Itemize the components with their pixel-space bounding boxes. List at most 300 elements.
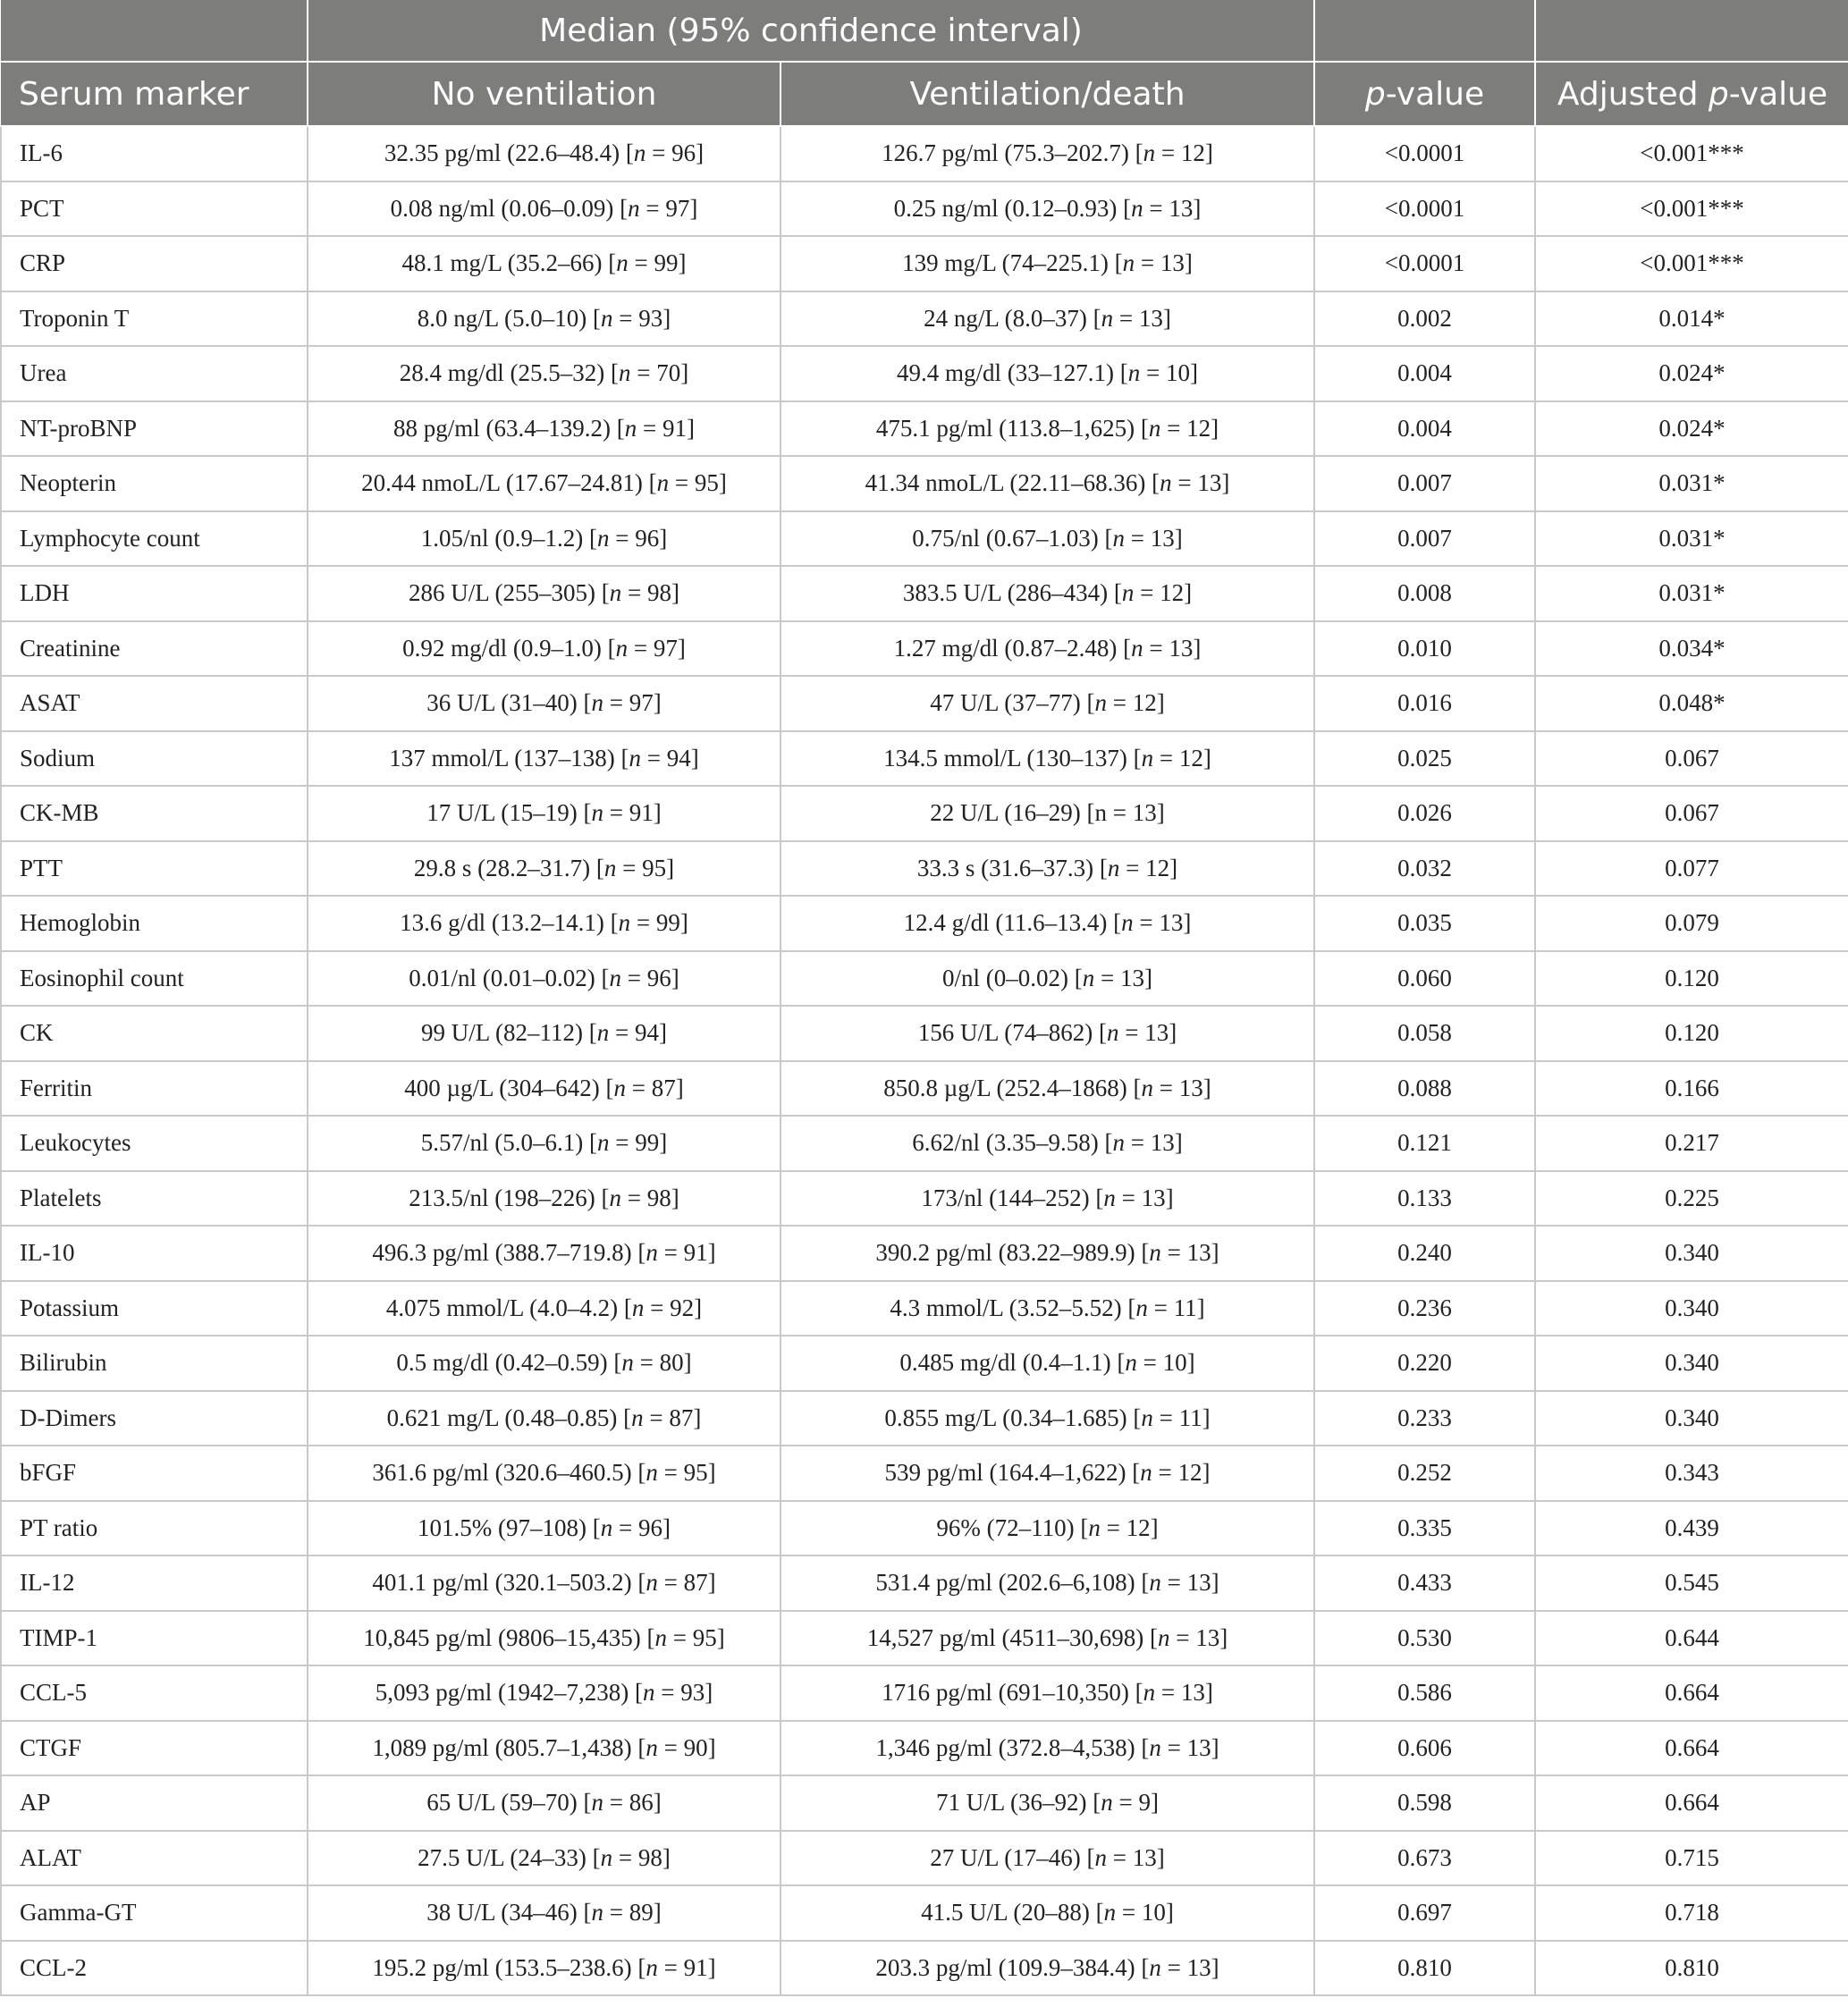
- header-empty-cell: [1314, 0, 1535, 62]
- cell-p-value: 0.004: [1314, 401, 1535, 457]
- cell-no-ventilation: [308, 1941, 781, 1996]
- cell-no-ventilation: [308, 1721, 781, 1776]
- cell-ventilation-death: [781, 1226, 1314, 1281]
- cell-text: 88 pg/ml (63.4–139.2) [: [393, 414, 625, 442]
- n-italic: n: [1158, 1623, 1170, 1651]
- cell-count: = 12]: [1158, 1459, 1211, 1487]
- n-italic: n: [1107, 1019, 1119, 1047]
- cell-adjusted-p-value: 0.120: [1535, 1006, 1848, 1061]
- table-row: [1, 1006, 1848, 1061]
- n-italic: n: [631, 1404, 644, 1431]
- cell-text: 48.1 mg/L (35.2–66) [: [401, 249, 617, 277]
- n-italic: n: [628, 194, 640, 222]
- n-italic: n: [1131, 194, 1143, 222]
- table-row: [1, 1171, 1848, 1227]
- cell-count: = 87]: [663, 1569, 716, 1597]
- adj-rest: -value: [1728, 75, 1828, 113]
- n-italic: n: [591, 799, 603, 827]
- cell-no-ventilation: [308, 1061, 781, 1117]
- cell-text: 5.57/nl (5.0–6.1) [: [420, 1129, 597, 1157]
- cell-serum-marker: Troponin T: [1, 291, 308, 347]
- cell-text: 139 mg/L (74–225.1) [: [902, 249, 1123, 277]
- n-italic: n: [646, 1239, 658, 1267]
- cell-text: 4.075 mmol/L (4.0–4.2) [: [385, 1294, 632, 1321]
- cell-text: 6.62/nl (3.35–9.58) [: [912, 1129, 1113, 1157]
- cell-adjusted-p-value: 0.024*: [1535, 401, 1848, 457]
- cell-p-value: 0.010: [1314, 621, 1535, 677]
- n-italic: n: [1103, 1184, 1116, 1211]
- cell-text: 36 U/L (31–40) [: [426, 689, 592, 717]
- cell-text: 539 pg/ml (164.4–1,622) [: [884, 1459, 1141, 1487]
- cell-count: = 13]: [1160, 1679, 1213, 1707]
- table-row: [1, 896, 1848, 951]
- cell-p-value: 0.220: [1314, 1336, 1535, 1391]
- cell-text: 137 mmol/L (137–138) [: [389, 744, 629, 771]
- cell-p-value: 0.240: [1314, 1226, 1535, 1281]
- cell-serum-marker: Ferritin: [1, 1061, 308, 1117]
- cell-serum-marker: Gamma-GT: [1, 1885, 308, 1941]
- table-row: [1, 951, 1848, 1007]
- n-italic: n: [1149, 1733, 1161, 1761]
- table-row: [1, 1116, 1848, 1171]
- cell-text: 390.2 pg/ml (83.22–989.9) [: [875, 1239, 1150, 1267]
- n-italic: n: [600, 1513, 613, 1541]
- n-italic: n: [1088, 1513, 1101, 1541]
- cell-p-value: 0.530: [1314, 1611, 1535, 1666]
- cell-count: = 95]: [672, 1623, 725, 1651]
- cell-count: = 93]: [661, 1679, 713, 1707]
- cell-count: = 11]: [1153, 1294, 1205, 1321]
- cell-no-ventilation: [308, 786, 781, 841]
- cell-no-ventilation: [308, 1336, 781, 1391]
- cell-count: = 96]: [615, 524, 668, 552]
- cell-serum-marker: Platelets: [1, 1171, 308, 1227]
- cell-text: 33.3 s (31.6–37.3) [: [916, 854, 1108, 881]
- cell-count: = 97]: [633, 634, 686, 662]
- header-empty-cell: [1, 0, 308, 62]
- cell-no-ventilation: [308, 291, 781, 347]
- table-row: [1, 1226, 1848, 1281]
- cell-text: 32.35 pg/ml (22.6–48.4) [: [384, 139, 634, 167]
- n-italic: n: [1121, 579, 1135, 607]
- n-italic: n: [633, 139, 646, 167]
- cell-ventilation-death: [781, 1885, 1314, 1941]
- cell-p-value: 0.032: [1314, 841, 1535, 897]
- cell-count: = 13]: [1149, 194, 1202, 222]
- cell-count: = 10]: [1143, 1349, 1195, 1377]
- cell-text: 1,089 pg/ml (805.7–1,438) [: [372, 1733, 646, 1761]
- cell-p-value: 0.606: [1314, 1721, 1535, 1776]
- p-rest: -value: [1385, 75, 1485, 113]
- cell-text: 0.855 mg/L (0.34–1.685) [: [884, 1404, 1142, 1431]
- cell-ventilation-death: [781, 1446, 1314, 1501]
- cell-text: 27.5 U/L (24–33) [: [418, 1843, 601, 1871]
- cell-p-value: 0.035: [1314, 896, 1535, 951]
- table-row: [1, 456, 1848, 511]
- table-row: [1, 346, 1848, 401]
- cell-p-value: <0.0001: [1314, 181, 1535, 237]
- cell-adjusted-p-value: 0.545: [1535, 1556, 1848, 1611]
- cell-p-value: 0.002: [1314, 291, 1535, 347]
- cell-ventilation-death: [781, 676, 1314, 731]
- cell-count: = 13]: [1112, 1843, 1165, 1871]
- cell-text: 213.5/nl (198–226) [: [409, 1184, 610, 1211]
- cell-count: = 90]: [663, 1733, 716, 1761]
- n-italic: n: [1135, 1294, 1148, 1321]
- cell-serum-marker: NT-proBNP: [1, 401, 308, 457]
- cell-no-ventilation: [308, 1775, 781, 1831]
- n-italic: n: [613, 1074, 627, 1101]
- cell-p-value: 0.058: [1314, 1006, 1535, 1061]
- table-row: [1, 1061, 1848, 1117]
- cell-adjusted-p-value: 0.079: [1535, 896, 1848, 951]
- cell-text: 496.3 pg/ml (388.7–719.8) [: [372, 1239, 646, 1267]
- cell-ventilation-death: [781, 401, 1314, 457]
- cell-ventilation-death: [781, 1171, 1314, 1227]
- n-italic: n: [596, 1019, 610, 1047]
- table-row: [1, 841, 1848, 897]
- cell-count: = 13]: [1177, 469, 1230, 497]
- cell-text: 41.5 U/L (20–88) [: [921, 1899, 1104, 1926]
- cell-no-ventilation: [308, 401, 781, 457]
- cell-adjusted-p-value: 0.120: [1535, 951, 1848, 1007]
- n-italic: n: [1107, 854, 1120, 881]
- cell-serum-marker: Sodium: [1, 731, 308, 787]
- n-italic: n: [1101, 1789, 1113, 1817]
- cell-count: = 13]: [1159, 1074, 1211, 1101]
- cell-text: 203.3 pg/ml (109.9–384.4) [: [875, 1953, 1150, 1981]
- cell-count: = 91]: [643, 414, 695, 442]
- table-row: [1, 1501, 1848, 1556]
- cell-text: 99 U/L (82–112) [: [421, 1019, 597, 1047]
- cell-count: = 91]: [663, 1953, 716, 1981]
- cell-count: = 13]: [1140, 249, 1193, 277]
- cell-ventilation-death: [781, 1941, 1314, 1996]
- cell-p-value: 0.252: [1314, 1446, 1535, 1501]
- cell-ventilation-death: [781, 566, 1314, 621]
- table-row: [1, 621, 1848, 677]
- cell-p-value: 0.004: [1314, 346, 1535, 401]
- n-italic: n: [600, 1843, 613, 1871]
- header-row-group: [1, 0, 1848, 62]
- cell-no-ventilation: [308, 621, 781, 677]
- cell-ventilation-death: [781, 786, 1314, 841]
- n-italic: n: [1131, 634, 1143, 662]
- cell-count: = 13]: [1118, 304, 1171, 332]
- cell-count: = 99]: [615, 1129, 668, 1157]
- cell-count: = 95]: [663, 1459, 716, 1487]
- table-row: [1, 291, 1848, 347]
- cell-p-value: 0.233: [1314, 1391, 1535, 1446]
- cell-text: 8.0 ng/L (5.0–10) [: [417, 304, 601, 332]
- cell-adjusted-p-value: 0.031*: [1535, 511, 1848, 567]
- n-italic: n: [1160, 469, 1172, 497]
- cell-text: 0.01/nl (0.01–0.02) [: [409, 964, 610, 991]
- cell-text: 71 U/L (36–92) [: [936, 1789, 1101, 1817]
- cell-serum-marker: Lymphocyte count: [1, 511, 308, 567]
- cell-serum-marker: ASAT: [1, 676, 308, 731]
- cell-serum-marker: Hemoglobin: [1, 896, 308, 951]
- n-italic: n: [1112, 524, 1126, 552]
- cell-no-ventilation: [308, 236, 781, 291]
- cell-serum-marker: PTT: [1, 841, 308, 897]
- cell-p-value: 0.810: [1314, 1941, 1535, 1996]
- cell-p-value: 0.121: [1314, 1116, 1535, 1171]
- cell-text: 20.44 nmoL/L (17.67–24.81) [: [361, 469, 657, 497]
- cell-text: 47 U/L (37–77) [: [930, 689, 1095, 717]
- n-italic: n: [1094, 1843, 1107, 1871]
- n-italic: n: [1101, 304, 1114, 332]
- table-row: [1, 1721, 1848, 1776]
- n-italic: n: [654, 1623, 667, 1651]
- table-row: [1, 676, 1848, 731]
- cell-count: = 12]: [1167, 414, 1219, 442]
- cell-count: = 13]: [1130, 1129, 1183, 1157]
- header-row-columns: [1, 62, 1848, 126]
- n-italic: n: [1122, 249, 1135, 277]
- table-row: [1, 1775, 1848, 1831]
- cell-no-ventilation: [308, 1281, 781, 1336]
- cell-count: = 12]: [1160, 139, 1213, 167]
- cell-text: 5,093 pg/ml (1942–7,238) [: [375, 1679, 643, 1707]
- cell-text: 0.5 mg/dl (0.42–0.59) [: [396, 1349, 622, 1377]
- n-italic: n: [1149, 1953, 1161, 1981]
- n-italic: n: [1149, 1569, 1161, 1597]
- cell-count: = 96]: [619, 1513, 671, 1541]
- n-italic: n: [646, 1459, 658, 1487]
- cell-serum-marker: PCT: [1, 181, 308, 237]
- cell-count: = 12]: [1112, 689, 1165, 717]
- cell-count: = 12]: [1106, 1513, 1159, 1541]
- cell-count: = 13]: [1176, 1623, 1228, 1651]
- n-italic: n: [1143, 1679, 1156, 1707]
- header-no-ventilation: No ventilation: [308, 62, 781, 126]
- cell-adjusted-p-value: 0.225: [1535, 1171, 1848, 1227]
- n-italic: n: [646, 1733, 658, 1761]
- cell-adjusted-p-value: 0.664: [1535, 1665, 1848, 1721]
- cell-serum-marker: Potassium: [1, 1281, 308, 1336]
- cell-count: = 11]: [1159, 1404, 1211, 1431]
- cell-count: = 87]: [631, 1074, 684, 1101]
- cell-adjusted-p-value: 0.810: [1535, 1941, 1848, 1996]
- cell-ventilation-death: [781, 1611, 1314, 1666]
- cell-count: = 13]: [1125, 1019, 1177, 1047]
- cell-ventilation-death: [781, 731, 1314, 787]
- cell-ventilation-death: [781, 951, 1314, 1007]
- header-ventilation-death: Ventilation/death: [781, 62, 1314, 126]
- n-italic: n: [621, 1349, 634, 1377]
- cell-p-value: 0.088: [1314, 1061, 1535, 1117]
- n-italic: n: [1141, 1404, 1153, 1431]
- n-italic: n: [609, 579, 622, 607]
- n-italic: n: [591, 1899, 603, 1926]
- cell-serum-marker: Eosinophil count: [1, 951, 308, 1007]
- cell-ventilation-death: [781, 181, 1314, 237]
- table-row: [1, 181, 1848, 237]
- cell-ventilation-death: [781, 841, 1314, 897]
- cell-no-ventilation: [308, 126, 781, 181]
- n-italic: n: [615, 634, 629, 662]
- cell-text: 0.621 mg/L (0.48–0.85) [: [386, 1404, 632, 1431]
- cell-adjusted-p-value: 0.439: [1535, 1501, 1848, 1556]
- cell-count: = 13]: [1167, 1733, 1219, 1761]
- cell-adjusted-p-value: 0.718: [1535, 1885, 1848, 1941]
- cell-count: = 13]: [1149, 634, 1202, 662]
- table-row: [1, 1611, 1848, 1666]
- cell-count: = 12]: [1159, 744, 1211, 771]
- cell-count: = 13]: [1167, 1239, 1219, 1267]
- cell-ventilation-death: [781, 1391, 1314, 1446]
- header-median-group: Median (95% confidence interval): [308, 0, 1314, 62]
- header-adjusted-p-value: [1535, 62, 1848, 126]
- cell-count: = 13]: [1167, 1569, 1219, 1597]
- adj-p-italic: p: [1708, 75, 1729, 113]
- cell-serum-marker: TIMP-1: [1, 1611, 308, 1666]
- table-row: [1, 1391, 1848, 1446]
- cell-no-ventilation: [308, 1391, 781, 1446]
- cell-p-value: 0.586: [1314, 1665, 1535, 1721]
- table-row: [1, 1556, 1848, 1611]
- cell-serum-marker: CTGF: [1, 1721, 308, 1776]
- cell-no-ventilation: [308, 896, 781, 951]
- cell-text: 361.6 pg/ml (320.6–460.5) [: [372, 1459, 646, 1487]
- n-italic: n: [1103, 1899, 1117, 1926]
- n-italic: n: [1127, 359, 1141, 387]
- cell-count: = 9]: [1118, 1789, 1159, 1817]
- cell-no-ventilation: [308, 346, 781, 401]
- n-italic: n: [1112, 1129, 1126, 1157]
- n-italic: n: [609, 964, 621, 991]
- cell-no-ventilation: [308, 1611, 781, 1666]
- cell-adjusted-p-value: 0.664: [1535, 1775, 1848, 1831]
- cell-no-ventilation: [308, 676, 781, 731]
- cell-serum-marker: IL-10: [1, 1226, 308, 1281]
- cell-ventilation-death: [781, 1775, 1314, 1831]
- cell-text: 850.8 µg/L (252.4–1868) [: [883, 1074, 1142, 1101]
- cell-serum-marker: Neopterin: [1, 456, 308, 511]
- cell-adjusted-p-value: 0.014*: [1535, 291, 1848, 347]
- cell-ventilation-death: [781, 511, 1314, 567]
- table-row: [1, 1941, 1848, 1996]
- cell-adjusted-p-value: 0.343: [1535, 1446, 1848, 1501]
- cell-no-ventilation: [308, 1446, 781, 1501]
- cell-text: 101.5% (97–108) [: [418, 1513, 601, 1541]
- cell-adjusted-p-value: <0.001***: [1535, 236, 1848, 291]
- cell-text: 0/nl (0–0.02) [: [942, 964, 1083, 991]
- cell-adjusted-p-value: 0.340: [1535, 1226, 1848, 1281]
- cell-serum-marker: CCL-2: [1, 1941, 308, 1996]
- cell-text: 383.5 U/L (286–434) [: [902, 579, 1122, 607]
- cell-count: = 98]: [628, 579, 679, 607]
- cell-ventilation-death: [781, 1665, 1314, 1721]
- cell-serum-marker: AP: [1, 1775, 308, 1831]
- cell-no-ventilation: [308, 511, 781, 567]
- cell-text: 134.5 mmol/L (130–137) [: [883, 744, 1142, 771]
- cell-p-value: 0.133: [1314, 1171, 1535, 1227]
- cell-count: = 91]: [609, 799, 662, 827]
- n-italic: n: [1121, 909, 1134, 937]
- cell-count: = 94]: [615, 1019, 667, 1047]
- n-italic: n: [616, 249, 629, 277]
- table-row: [1, 126, 1848, 181]
- table-row: [1, 1336, 1848, 1391]
- cell-adjusted-p-value: 0.664: [1535, 1721, 1848, 1776]
- cell-count: = 13]: [1121, 1184, 1174, 1211]
- n-italic: n: [656, 469, 670, 497]
- p-italic: p: [1364, 75, 1386, 113]
- cell-serum-marker: CK-MB: [1, 786, 308, 841]
- cell-p-value: 0.008: [1314, 566, 1535, 621]
- cell-text: 1,346 pg/ml (372.8–4,538) [: [875, 1733, 1150, 1761]
- cell-count: = 92]: [650, 1294, 703, 1321]
- cell-count: = 86]: [609, 1789, 662, 1817]
- cell-text: 531.4 pg/ml (202.6–6,108) [: [875, 1569, 1150, 1597]
- cell-p-value: <0.0001: [1314, 236, 1535, 291]
- n-italic: n: [1140, 1459, 1152, 1487]
- n-italic: n: [1148, 414, 1161, 442]
- cell-text: 14,527 pg/ml (4511–30,698) [: [866, 1623, 1159, 1651]
- cell-ventilation-death: [781, 236, 1314, 291]
- cell-p-value: <0.0001: [1314, 126, 1535, 181]
- cell-count: = 95]: [674, 469, 727, 497]
- cell-ventilation-death: [781, 1281, 1314, 1336]
- cell-count: = 98]: [618, 1843, 671, 1871]
- n-italic: n: [1125, 1349, 1137, 1377]
- cell-count: = 98]: [627, 1184, 679, 1211]
- cell-no-ventilation: [308, 1171, 781, 1227]
- cell-adjusted-p-value: 0.048*: [1535, 676, 1848, 731]
- table-row: [1, 1281, 1848, 1336]
- table-row: [1, 1885, 1848, 1941]
- cell-p-value: 0.060: [1314, 951, 1535, 1007]
- cell-text: 96% (72–110) [: [936, 1513, 1089, 1541]
- cell-p-value: 0.433: [1314, 1556, 1535, 1611]
- cell-ventilation-death: [781, 1501, 1314, 1556]
- table-body: [1, 126, 1848, 1995]
- n-italic: n: [631, 1294, 645, 1321]
- cell-count: = 10]: [1146, 359, 1198, 387]
- cell-ventilation-death: [781, 1006, 1314, 1061]
- cell-p-value: 0.236: [1314, 1281, 1535, 1336]
- cell-no-ventilation: [308, 1501, 781, 1556]
- n-italic: n: [597, 1129, 610, 1157]
- cell-adjusted-p-value: 0.034*: [1535, 621, 1848, 677]
- cell-text: 49.4 mg/dl (33–127.1) [: [897, 359, 1128, 387]
- cell-count: = 87]: [649, 1404, 702, 1431]
- cell-no-ventilation: [308, 1006, 781, 1061]
- header-p-value: [1314, 62, 1535, 126]
- table-row: [1, 1831, 1848, 1886]
- cell-text: 10,845 pg/ml (9806–15,435) [: [363, 1623, 655, 1651]
- cell-text: 0.92 mg/dl (0.9–1.0) [: [402, 634, 616, 662]
- cell-serum-marker: CRP: [1, 236, 308, 291]
- n-italic: n: [646, 1953, 658, 1981]
- cell-count: = 93]: [619, 304, 671, 332]
- cell-text: 0.25 ng/ml (0.12–0.93) [: [893, 194, 1132, 222]
- cell-text: 1.27 mg/dl (0.87–2.48) [: [893, 634, 1132, 662]
- cell-serum-marker: Leukocytes: [1, 1116, 308, 1171]
- n-italic: n: [1141, 1074, 1154, 1101]
- cell-serum-marker: bFGF: [1, 1446, 308, 1501]
- cell-p-value: 0.697: [1314, 1885, 1535, 1941]
- cell-no-ventilation: [308, 1116, 781, 1171]
- cell-p-value: 0.598: [1314, 1775, 1535, 1831]
- cell-count: = 13]: [1167, 1953, 1219, 1981]
- cell-text: 195.2 pg/ml (153.5–238.6) [: [372, 1953, 646, 1981]
- cell-p-value: 0.007: [1314, 456, 1535, 511]
- cell-text: 1.05/nl (0.9–1.2) [: [420, 524, 597, 552]
- cell-count: = 96]: [627, 964, 679, 991]
